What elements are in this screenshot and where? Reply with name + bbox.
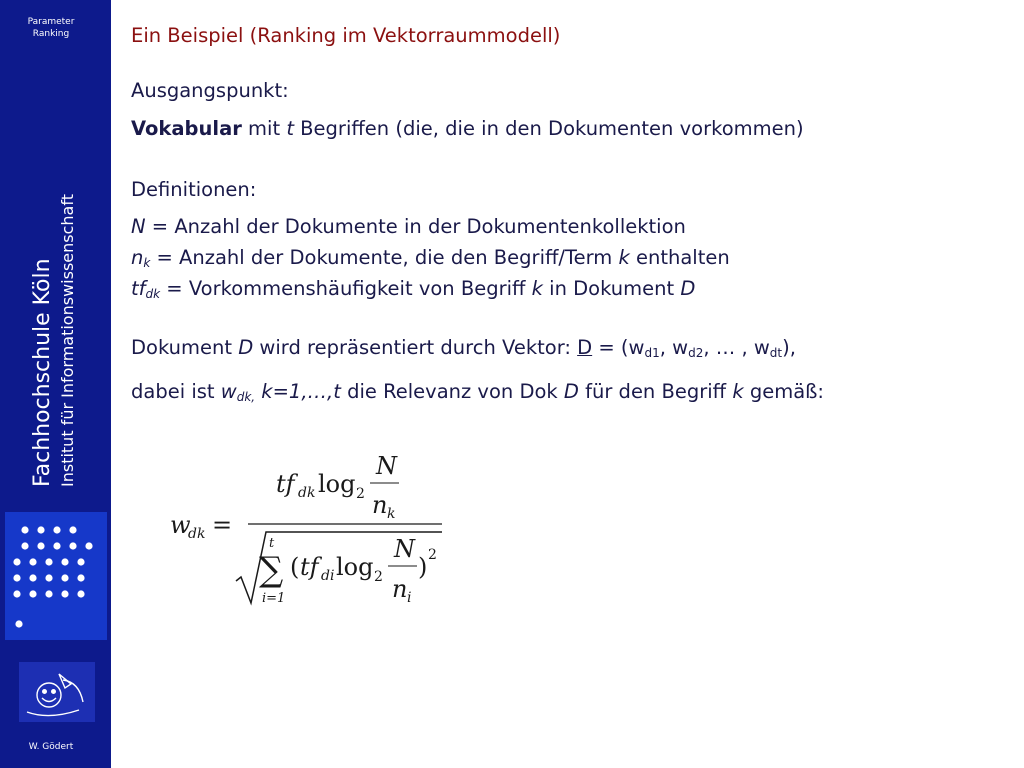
definition-tfdk xyxy=(131,273,695,304)
w-sub-dt: dt xyxy=(769,346,783,360)
doc-text-mid: wird repräsentiert durch Vektor: xyxy=(253,336,578,359)
symbol-k: k xyxy=(618,246,630,269)
symbol-k: k xyxy=(732,380,744,403)
department-name: Institut für Informationswissenschaft xyxy=(58,194,77,487)
definition-tf-text-mid: in Dokument xyxy=(542,277,681,300)
inner-tf-sub: di xyxy=(321,568,335,584)
lhs-w: w xyxy=(170,511,191,539)
symbol-D: D xyxy=(680,277,696,300)
doc-text-w: = (w xyxy=(592,336,645,359)
dot-grid-pattern-icon xyxy=(5,512,107,640)
definition-nk xyxy=(131,242,730,273)
definition-nk-text: = Anzahl der Dokumente, die den Begriff/Term xyxy=(150,246,619,269)
symbol-tf-sub: dk xyxy=(145,287,161,301)
symbol-tf: tf xyxy=(131,277,146,300)
symbol-w: w xyxy=(220,380,237,403)
vector-D: D xyxy=(577,336,593,359)
symbol-D: D xyxy=(563,380,579,403)
definition-tf-text: = Vorkommenshäufigkeit von Begriff xyxy=(160,277,532,300)
relevance-formula xyxy=(166,447,456,617)
doc-text: Dokument xyxy=(131,336,239,359)
rel-text-mid: die Relevanz von Dok xyxy=(340,380,564,403)
numerator-log: log xyxy=(318,470,356,498)
document-vector-line xyxy=(131,332,796,363)
doc-text-w2: , w xyxy=(659,336,689,359)
inner-log: log xyxy=(336,553,374,581)
sum-lower-limit: i=1 xyxy=(262,591,286,606)
rel-text-end: gemäß: xyxy=(743,380,824,403)
definitions-heading: Definitionen: xyxy=(131,178,257,201)
institution-label xyxy=(30,107,78,487)
vocabulary-text: mit xyxy=(241,117,287,140)
symbol-n: n xyxy=(131,246,144,269)
lhs-sub: dk xyxy=(188,526,206,542)
symbol-n-sub: k xyxy=(143,256,151,270)
vocabulary-term: Vokabular xyxy=(131,117,242,140)
section-tag-line2: Ranking xyxy=(32,29,70,39)
sum-upper-limit: t xyxy=(269,536,275,551)
sum-sign: ∑ xyxy=(259,550,284,590)
inner-frac-n-sub: i xyxy=(407,590,412,606)
vocabulary-text-rest: Begriffen (die, die in den Dokumenten vorkommen) xyxy=(293,117,804,140)
vocabulary-t: t xyxy=(286,117,294,140)
w-sub-d1: d1 xyxy=(644,346,660,360)
inner-log-base: 2 xyxy=(374,569,383,585)
slide-title: Ein Beispiel (Ranking im Vektorraummodell) xyxy=(131,24,561,47)
symbol-w-sub: dk, xyxy=(236,390,256,404)
sidebar xyxy=(0,0,111,768)
numerator-log-base: 2 xyxy=(356,486,365,502)
rel-text: dabei ist xyxy=(131,380,221,403)
equals-sign: = xyxy=(212,511,233,539)
numerator-frac-n-sub: k xyxy=(387,506,396,522)
numerator-frac-n: n xyxy=(372,491,388,519)
symbol-k: k xyxy=(531,277,543,300)
exponent-2: 2 xyxy=(428,547,437,563)
relevance-line xyxy=(131,376,824,407)
smiley-reader-logo-icon xyxy=(19,662,95,722)
numerator-tf-sub: dk xyxy=(298,485,316,501)
section-tag-line1: Parameter xyxy=(27,17,75,27)
symbol-N: N xyxy=(131,215,146,238)
inner-frac-n: n xyxy=(392,575,408,603)
vocabulary-line xyxy=(131,113,804,144)
definition-N xyxy=(131,211,686,242)
doc-text-ellipsis: , … , w xyxy=(703,336,770,359)
paren-close: ) xyxy=(418,553,428,581)
doc-text-end: ), xyxy=(782,336,796,359)
numerator-tf: tf xyxy=(276,470,295,498)
author-name: W. Gödert xyxy=(28,742,74,752)
paren-open: ( xyxy=(290,553,300,581)
inner-frac-N: N xyxy=(394,535,415,563)
numerator-frac-N: N xyxy=(376,452,397,480)
rel-text-mid2: für den Begriff xyxy=(578,380,733,403)
index-range: k=1,…,t xyxy=(255,380,341,403)
inner-tf: tf xyxy=(300,553,319,581)
institution-name: Fachhochschule Köln xyxy=(30,258,55,487)
symbol-D: D xyxy=(238,336,254,359)
w-sub-d2: d2 xyxy=(688,346,704,360)
definition-nk-text-end: enthalten xyxy=(629,246,730,269)
definition-N-text: = Anzahl der Dokumente in der Dokumentenkollektion xyxy=(145,215,686,238)
starting-point-heading: Ausgangspunkt: xyxy=(131,79,289,102)
section-tag xyxy=(0,16,102,40)
